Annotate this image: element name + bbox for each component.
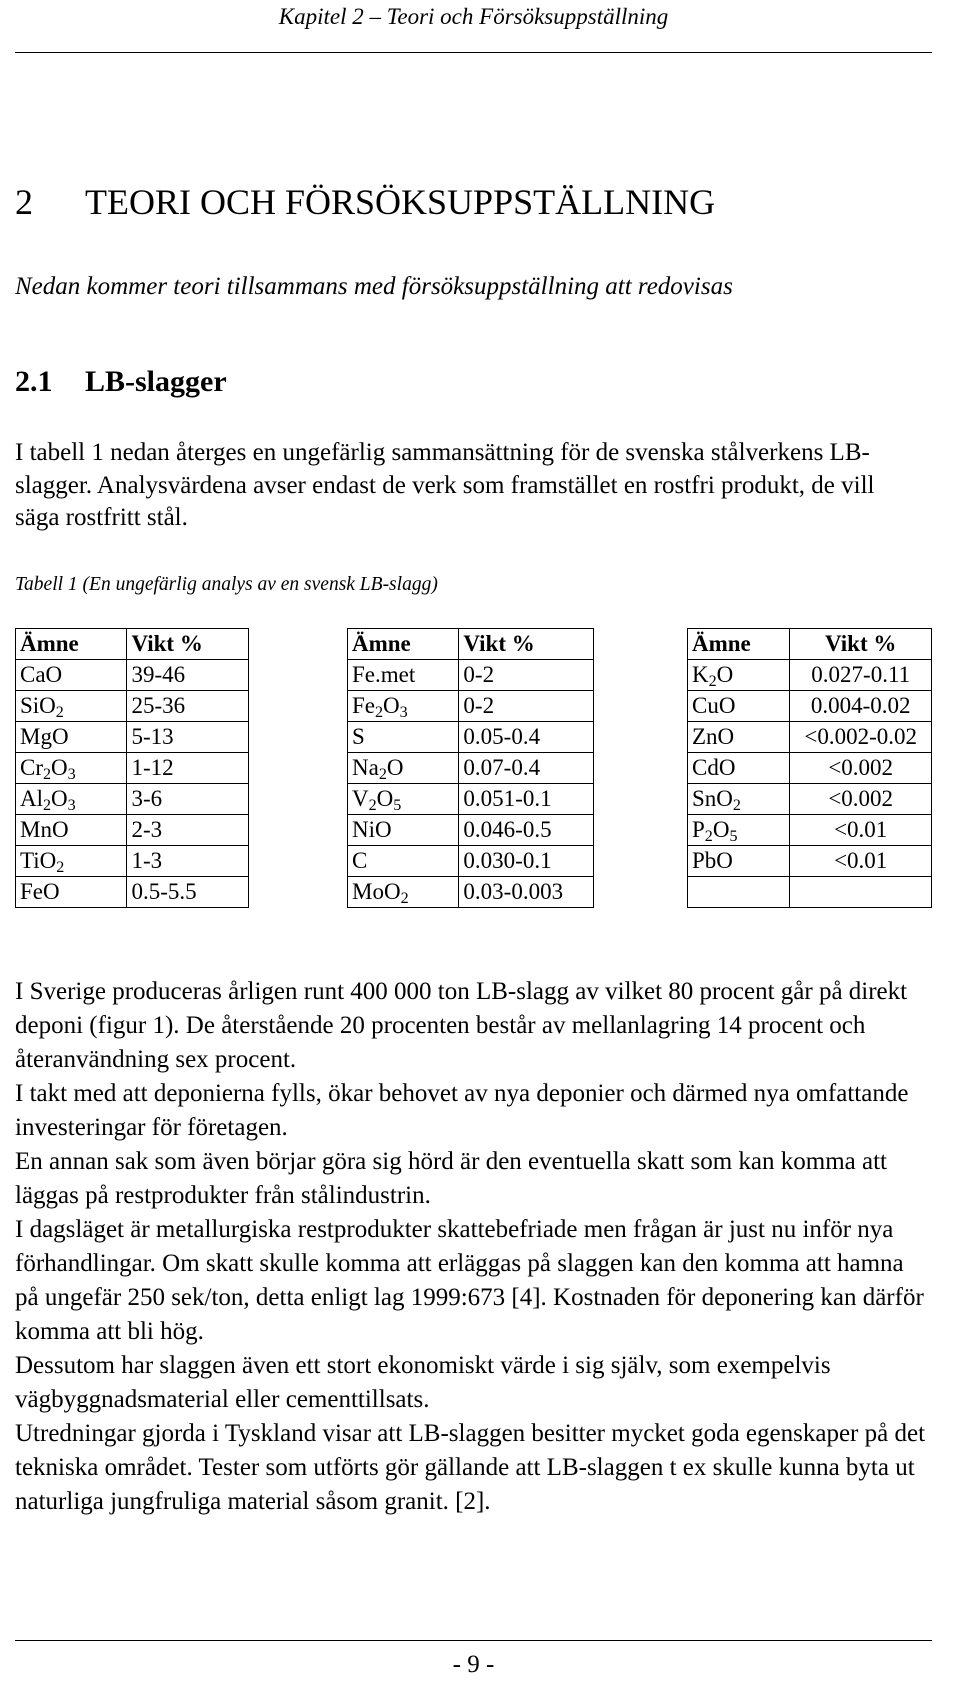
chapter-title: TEORI OCH FÖRSÖKSUPPSTÄLLNING: [85, 182, 716, 222]
substance-cell: FeO: [16, 877, 127, 908]
table-body: [688, 660, 932, 908]
weight-cell: <0.01: [790, 846, 932, 877]
substance-cell: $Al_2O_3$: [16, 784, 127, 815]
header-substance: Ämne: [348, 629, 459, 660]
substance-cell: NiO: [348, 815, 459, 846]
weight-cell: 0.051-0.1: [459, 784, 594, 815]
substance-cell: ZnO: [688, 722, 790, 753]
footer-rule: [15, 1640, 932, 1641]
substance-cell: Fe.met: [348, 660, 459, 691]
substance-cell: MnO: [16, 815, 127, 846]
section-heading: [15, 363, 227, 401]
substance-cell: CuO: [688, 691, 790, 722]
substance-cell: $P_2O_5$: [688, 815, 790, 846]
body-paragraph: Utredningar gjorda i Tyskland visar att LB-slaggen besitter mycket goda egenskaper på det tekniska området. Tester som utförts gör gällande att LB-slaggen t ex skulle kunna byta ut naturliga jungfruliga material såsom granit. [2].: [15, 1420, 926, 1515]
substance-cell: CdO: [688, 753, 790, 784]
weight-cell: 0-2: [459, 691, 594, 722]
table-row: [16, 846, 249, 877]
table-row: [688, 660, 932, 691]
page-number: - 9 -: [452, 1651, 495, 1678]
weight-cell: 39-46: [127, 660, 249, 691]
substance-cell: $Cr_2O_3$: [16, 753, 127, 784]
weight-cell: 0.030-0.1: [459, 846, 594, 877]
body-paragraph: Dessutom har slaggen även ett stort ekonomiskt värde i sig själv, som exempelvis vägbyggnadsmaterial eller cementtillsats.: [15, 1352, 831, 1413]
running-header: Kapitel 2 – Teori och Försöksuppställning: [278, 4, 669, 29]
substance-cell: CaO: [16, 660, 127, 691]
weight-cell: 0.046-0.5: [459, 815, 594, 846]
composition-table-2: [347, 628, 594, 908]
table-row: [348, 722, 594, 753]
weight-cell: 0.05-0.4: [459, 722, 594, 753]
chapter-number: 2: [15, 182, 33, 222]
substance-cell: $Na_2O$: [348, 753, 459, 784]
weight-cell: <0.01: [790, 815, 932, 846]
substance-cell: $Fe_2O_3$: [348, 691, 459, 722]
weight-cell: 0.03-0.003: [459, 877, 594, 908]
weight-cell: 0.004-0.02: [790, 691, 932, 722]
substance-cell: SnO$_2$: [688, 784, 790, 815]
table-row: [688, 753, 932, 784]
table-header-row: [688, 629, 932, 660]
table-row: [16, 815, 249, 846]
substance-cell: TiO$_2$: [16, 846, 127, 877]
table-row: [348, 815, 594, 846]
table-body: [348, 660, 594, 908]
substance-cell: MgO: [16, 722, 127, 753]
substance-cell: [688, 877, 790, 908]
weight-cell: <0.002: [790, 784, 932, 815]
header-substance: Ämne: [688, 629, 790, 660]
table-row: [348, 877, 594, 908]
body-paragraph: I Sverige produceras årligen runt 400 000 ton LB-slagg av vilket 80 procent går på direkt deponi (figur 1). De återstående 20 procenten består av mellanlagring 14 procent och återanvändning sex procent.: [15, 978, 908, 1073]
table-row: [688, 877, 932, 908]
body-paragraph: I dagsläget är metallurgiska restprodukter skattebefriade men frågan är just nu inför nya förhandlingar. Om skatt skulle komma att erläggas på slaggen kan den komma att hamna på ungefär 250 sek/ton, detta enligt lag 1999:673 [4]. Kostnaden för deponering kan därför komma att bli hög.: [15, 1216, 924, 1345]
table-row: [348, 691, 594, 722]
weight-cell: 25-36: [127, 691, 249, 722]
weight-cell: 1-3: [127, 846, 249, 877]
substance-cell: $V_2O_5$: [348, 784, 459, 815]
weight-cell: <0.002-0.02: [790, 722, 932, 753]
substance-cell: MoO$_2$: [348, 877, 459, 908]
substance-cell: $K_2O$: [688, 660, 790, 691]
header-rule: [15, 52, 932, 53]
table-row: [16, 722, 249, 753]
header-weight: Vikt %: [459, 629, 594, 660]
substance-cell: C: [348, 846, 459, 877]
chapter-heading: [15, 180, 715, 224]
table-row: [688, 846, 932, 877]
substance-cell: PbO: [688, 846, 790, 877]
table-row: [16, 784, 249, 815]
table-row: [688, 691, 932, 722]
weight-cell: 3-6: [127, 784, 249, 815]
table-row: [348, 660, 594, 691]
table-row: [16, 753, 249, 784]
table-caption: Tabell 1 (En ungefärlig analys av en svensk LB-slagg): [15, 574, 438, 595]
table-row: [688, 722, 932, 753]
weight-cell: [790, 877, 932, 908]
composition-table-3: [687, 628, 932, 908]
table-row: [688, 815, 932, 846]
weight-cell: <0.002: [790, 753, 932, 784]
weight-cell: 5-13: [127, 722, 249, 753]
section-paragraph: I tabell 1 nedan återges en ungefärlig sammansättning för de svenska stålverkens LB-slagger. Analysvärdena avser endast de verk som framstället en rostfri produkt, de vill säga rostfritt stål.: [15, 439, 875, 531]
table-header-row: [16, 629, 249, 660]
weight-cell: 0.07-0.4: [459, 753, 594, 784]
table-body: [16, 660, 249, 908]
section-number: 2.1: [15, 365, 53, 398]
body-paragraph: I takt med att deponierna fylls, ökar behovet av nya deponier och därmed nya omfattande investeringar för företagen.: [15, 1080, 909, 1141]
weight-cell: 2-3: [127, 815, 249, 846]
section-title: LB-slagger: [85, 365, 227, 398]
table-row: [688, 784, 932, 815]
weight-cell: 1-12: [127, 753, 249, 784]
composition-table-1: [15, 628, 249, 908]
header-weight: Vikt %: [127, 629, 249, 660]
chapter-intro: Nedan kommer teori tillsammans med försöksuppställning att redovisas: [15, 273, 733, 300]
table-header-row: [348, 629, 594, 660]
header-weight: Vikt %: [790, 629, 932, 660]
table-row: [16, 877, 249, 908]
substance-cell: S: [348, 722, 459, 753]
body-paragraph: En annan sak som även börjar göra sig hörd är den eventuella skatt som kan komma att läggas på restprodukter från stålindustrin.: [15, 1148, 887, 1209]
table-row: [348, 753, 594, 784]
table-row: [348, 784, 594, 815]
body-text: [15, 975, 932, 1519]
header-substance: Ämne: [16, 629, 127, 660]
weight-cell: 0.5-5.5: [127, 877, 249, 908]
weight-cell: 0-2: [459, 660, 594, 691]
weight-cell: 0.027-0.11: [790, 660, 932, 691]
substance-cell: SiO$_2$: [16, 691, 127, 722]
table-row: [16, 660, 249, 691]
table-row: [348, 846, 594, 877]
table-row: [16, 691, 249, 722]
